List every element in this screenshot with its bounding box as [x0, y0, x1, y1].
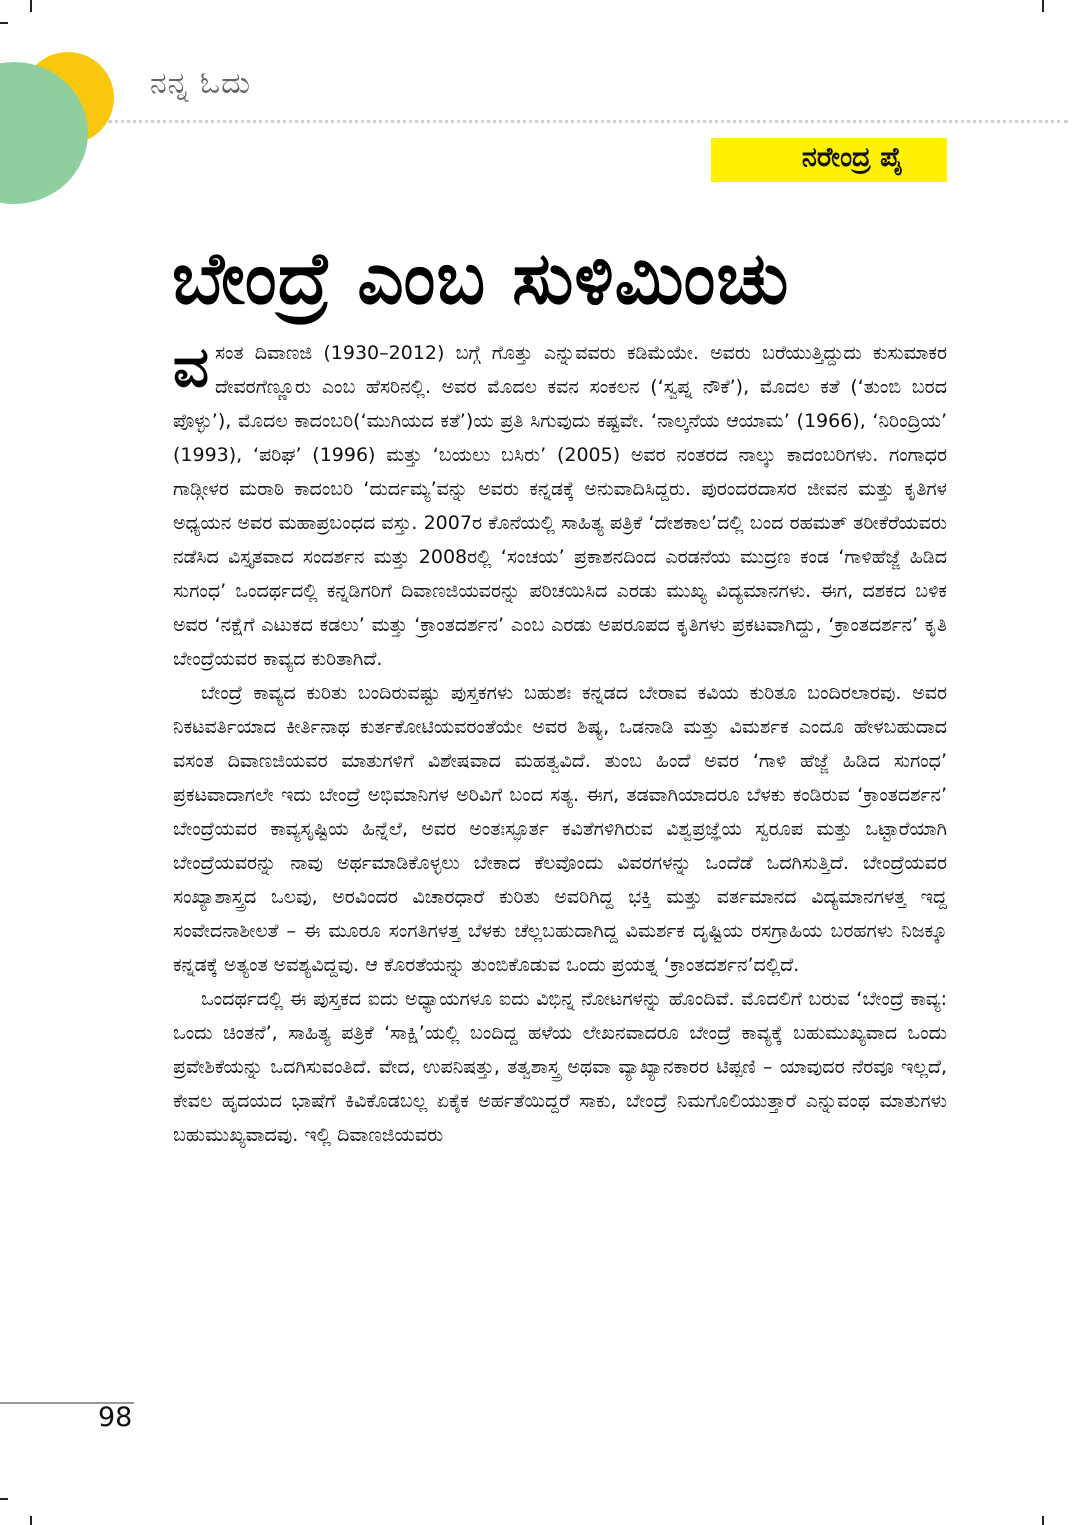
- paragraph-1-text: ಸಂತ ದಿವಾಣಜಿ (1930–2012) ಬಗ್ಗೆ ಗೊತ್ತು ಎನ್ನುವವರು ಕಡಿಮೆಯೇ. ಅವರು ಬರೆಯುತ್ತಿದ್ದುದು ಕುಸುಮಾಕರ ದೇವರಗೆಣ್ಣೂರು ಎಂಬ ಹೆಸರಿನಲ್ಲಿ. ಅವರ ಮೊದಲ ಕವನ ಸಂಕಲನ (‘ಸ್ವಪ್ನ ನೌಕೆ’), ಮೊದಲ ಕತೆ (‘ತುಂಬಿ ಬರದ ಪೊಳ್ಳು’), ಮೊದಲ ಕಾದಂಬರಿ(‘ಮುಗಿಯದ ಕತೆ’)ಯ ಪ್ರತಿ ಸಿಗುವುದು ಕಷ್ಟವೇ. ‘ನಾಲ್ಕನೆಯ ಆಯಾಮ’ (1966), ‘ನಿರಿಂದ್ರಿಯ’ (1993), ‘ಪರಿಘ’ (1996) ಮತ್ತು ‘ಬಯಲು ಬಸಿರು’ (2005) ಅವರ ನಂತರದ ನಾಲ್ಕು ಕಾದಂಬರಿಗಳು. ಗಂಗಾಧರ ಗಾಡ್ಗೀಳರ ಮರಾಠಿ ಕಾದಂಬರಿ ‘ದುರ್ದಮ್ಯ’ವನ್ನು ಅವರು ಕನ್ನಡಕ್ಕೆ ಅನುವಾದಿಸಿದ್ದರು. ಪುರಂದರದಾಸರ ಜೀವನ ಮತ್ತು ಕೃತಿಗಳ ಅಧ್ಯಯನ ಅವರ ಮಹಾಪ್ರಬಂಧದ ವಸ್ತು. 2007ರ ಕೊನೆಯಲ್ಲಿ ಸಾಹಿತ್ಯ ಪತ್ರಿಕೆ ‘ದೇಶಕಾಲ’ದಲ್ಲಿ ಬಂದ ರಹಮತ್ ತರೀಕೆರೆಯವರು ನಡೆಸಿದ ವಿಸ್ತೃತವಾದ ಸಂದರ್ಶನ ಮತ್ತು 2008ರಲ್ಲಿ ‘ಸಂಚಯ’ ಪ್ರಕಾಶನದಿಂದ ಎರಡನೆಯ ಮುದ್ರಣ ಕಂಡ ‘ಗಾಳಿಹೆಜ್ಜೆ ಹಿಡಿದ ಸುಗಂಧ’ ಒಂದರ್ಥದಲ್ಲಿ ಕನ್ನಡಿಗರಿಗೆ ದಿವಾಣಜಿಯವರನ್ನು ಪರಿಚಯಿಸಿದ ಎರಡು ಮುಖ್ಯ ವಿದ್ಯಮಾನಗಳು. ಈಗ, ದಶಕದ ಬಳಿಕ ಅವರ ‘ನಕ್ಷೆಗೆ ಎಟುಕದ ಕಡಲು’ ಮತ್ತು ‘ಕ್ರಾಂತದರ್ಶನ’ ಎಂಬ ಎರಡು ಅಪರೂಪದ ಕೃತಿಗಳು ಪ್ರಕಟವಾಗಿದ್ದು, ‘ಕ್ರಾಂತದರ್ಶನ’ ಕೃತಿ ಬೇಂದ್ರೆಯವರ ಕಾವ್ಯದ ಕುರಿತಾಗಿದೆ.: [173, 342, 947, 670]
- page-number: 98: [98, 1402, 133, 1433]
- drop-cap: ವ: [173, 336, 209, 400]
- crop-mark-top-right: [1042, 0, 1044, 12]
- crop-mark-bottom-right: [1042, 1516, 1044, 1525]
- paragraph-3: ಒಂದರ್ಥದಲ್ಲಿ ಈ ಪುಸ್ತಕದ ಐದು ಅಧ್ಯಾಯಗಳೂ ಐದು ವಿಭಿನ್ನ ನೋಟಗಳನ್ನು ಹೊಂದಿವೆ. ಮೊದಲಿಗೆ ಬರುವ ‘ಬೇಂದ್ರೆ ಕಾವ್ಯ: ಒಂದು ಚಿಂತನೆ’, ಸಾಹಿತ್ಯ ಪತ್ರಿಕೆ ‘ಸಾಕ್ಷಿ’ಯಲ್ಲಿ ಬಂದಿದ್ದ ಹಳೆಯ ಲೇಖನವಾದರೂ ಬೇಂದ್ರೆ ಕಾವ್ಯಕ್ಕೆ ಬಹುಮುಖ್ಯವಾದ ಒಂದು ಪ್ರವೇಶಿಕೆಯನ್ನು ಒದಗಿಸುವಂತಿದೆ. ವೇದ, ಉಪನಿಷತ್ತು, ತತ್ವಶಾಸ್ತ್ರ ಅಥವಾ ವ್ಯಾಖ್ಯಾನಕಾರರ ಟಿಪ್ಪಣಿ – ಯಾವುದರ ನೆರವೂ ಇಲ್ಲದೆ, ಕೇವಲ ಹೃದಯದ ಭಾಷೆಗೆ ಕಿವಿಕೊಡಬಲ್ಲ ಏಕೈಕ ಅರ್ಹತೆಯಿದ್ದರೆ ಸಾಕು, ಬೇಂದ್ರೆ ನಿಮಗೊಲಿಯುತ್ತಾರೆ ಎನ್ನುವಂಥ ಮಾತುಗಳು ಬಹುಮುಖ್ಯವಾದವು. ಇಲ್ಲಿ ದಿವಾಣಜಿಯವರು: [173, 988, 947, 1146]
- paragraph-2: ಬೇಂದ್ರೆ ಕಾವ್ಯದ ಕುರಿತು ಬಂದಿರುವಷ್ಟು ಪುಸ್ತಕಗಳು ಬಹುಶಃ ಕನ್ನಡದ ಬೇರಾವ ಕವಿಯ ಕುರಿತೂ ಬಂದಿರಲಾರವು. ಅವರ ನಿಕಟವರ್ತಿಯಾದ ಕೀರ್ತಿನಾಥ ಕುರ್ತಕೋಟಿಯವರಂತೆಯೇ ಅವರ ಶಿಷ್ಯ, ಒಡನಾಡಿ ಮತ್ತು ವಿಮರ್ಶಕ ಎಂದೂ ಹೇಳಬಹುದಾದ ವಸಂತ ದಿವಾಣಜಿಯವರ ಮಾತುಗಳಿಗೆ ವಿಶೇಷವಾದ ಮಹತ್ವವಿದೆ. ತುಂಬ ಹಿಂದೆ ಅವರ ‘ಗಾಳಿ ಹೆಜ್ಜೆ ಹಿಡಿದ ಸುಗಂಧ’ ಪ್ರಕಟವಾದಾಗಲೇ ಇದು ಬೇಂದ್ರೆ ಅಭಿಮಾನಿಗಳ ಅರಿವಿಗೆ ಬಂದ ಸತ್ಯ. ಈಗ, ತಡವಾಗಿಯಾದರೂ ಬೆಳಕು ಕಂಡಿರುವ ‘ಕ್ರಾಂತದರ್ಶನ’ ಬೇಂದ್ರೆಯವರ ಕಾವ್ಯಸೃಷ್ಟಿಯ ಹಿನ್ನೆಲೆ, ಅವರ ಅಂತಃಸ್ಫೂರ್ತ ಕವಿತೆಗಳಿಗಿರುವ ವಿಶ್ವಪ್ರಜ್ಞೆಯ ಸ್ವರೂಪ ಮತ್ತು ಒಟ್ಟಾರೆಯಾಗಿ ಬೇಂದ್ರೆಯವರನ್ನು ನಾವು ಅರ್ಥಮಾಡಿಕೊಳ್ಳಲು ಬೇಕಾದ ಕೆಲವೊಂದು ವಿವರಗಳನ್ನು ಒಂದೆಡೆ ಒದಗಿಸುತ್ತಿದೆ. ಬೇಂದ್ರೆಯವರ ಸಂಖ್ಯಾಶಾಸ್ತ್ರದ ಒಲವು, ಅರವಿಂದರ ವಿಚಾರಧಾರೆ ಕುರಿತು ಅವರಿಗಿದ್ದ ಭಕ್ತಿ ಮತ್ತು ವರ್ತಮಾನದ ವಿದ್ಯಮಾನಗಳತ್ತ ಇದ್ದ ಸಂವೇದನಾಶೀಲತೆ – ಈ ಮೂರೂ ಸಂಗತಿಗಳತ್ತ ಬೆಳಕು ಚೆಲ್ಲಬಹುದಾಗಿದ್ದ ವಿಮರ್ಶಕ ದೃಷ್ಟಿಯ ರಸಗ್ರಾಹಿಯ ಬರಹಗಳು ನಿಜಕ್ಕೂ ಕನ್ನಡಕ್ಕೆ ಅತ್ಯಂತ ಅವಶ್ಯವಿದ್ದವು. ಆ ಕೊರತೆಯನ್ನು ತುಂಬಿಕೊಡುವ ಒಂದು ಪ್ರಯತ್ನ ‘ಕ್ರಾಂತದರ್ಶನ’ದಲ್ಲಿದೆ.: [173, 682, 947, 976]
- article-title: ಬೇಂದ್ರೆ ಎಂಬ ಸುಳಿಮಿಂಚು: [172, 236, 790, 320]
- crop-mark-left-lower: [0, 1498, 8, 1500]
- header-dotted-divider: [108, 120, 1068, 123]
- author-banner: [711, 138, 947, 182]
- crop-mark-top-left: [30, 0, 32, 12]
- author-name: ನರೇಂದ್ರ ಪೈ: [801, 142, 903, 173]
- paragraph-1: [173, 336, 947, 676]
- article-body: [173, 336, 947, 1396]
- crop-mark-left-upper: [0, 22, 8, 24]
- section-label: ನನ್ನ ಓದು: [150, 66, 252, 101]
- crop-mark-bottom-left: [30, 1516, 32, 1525]
